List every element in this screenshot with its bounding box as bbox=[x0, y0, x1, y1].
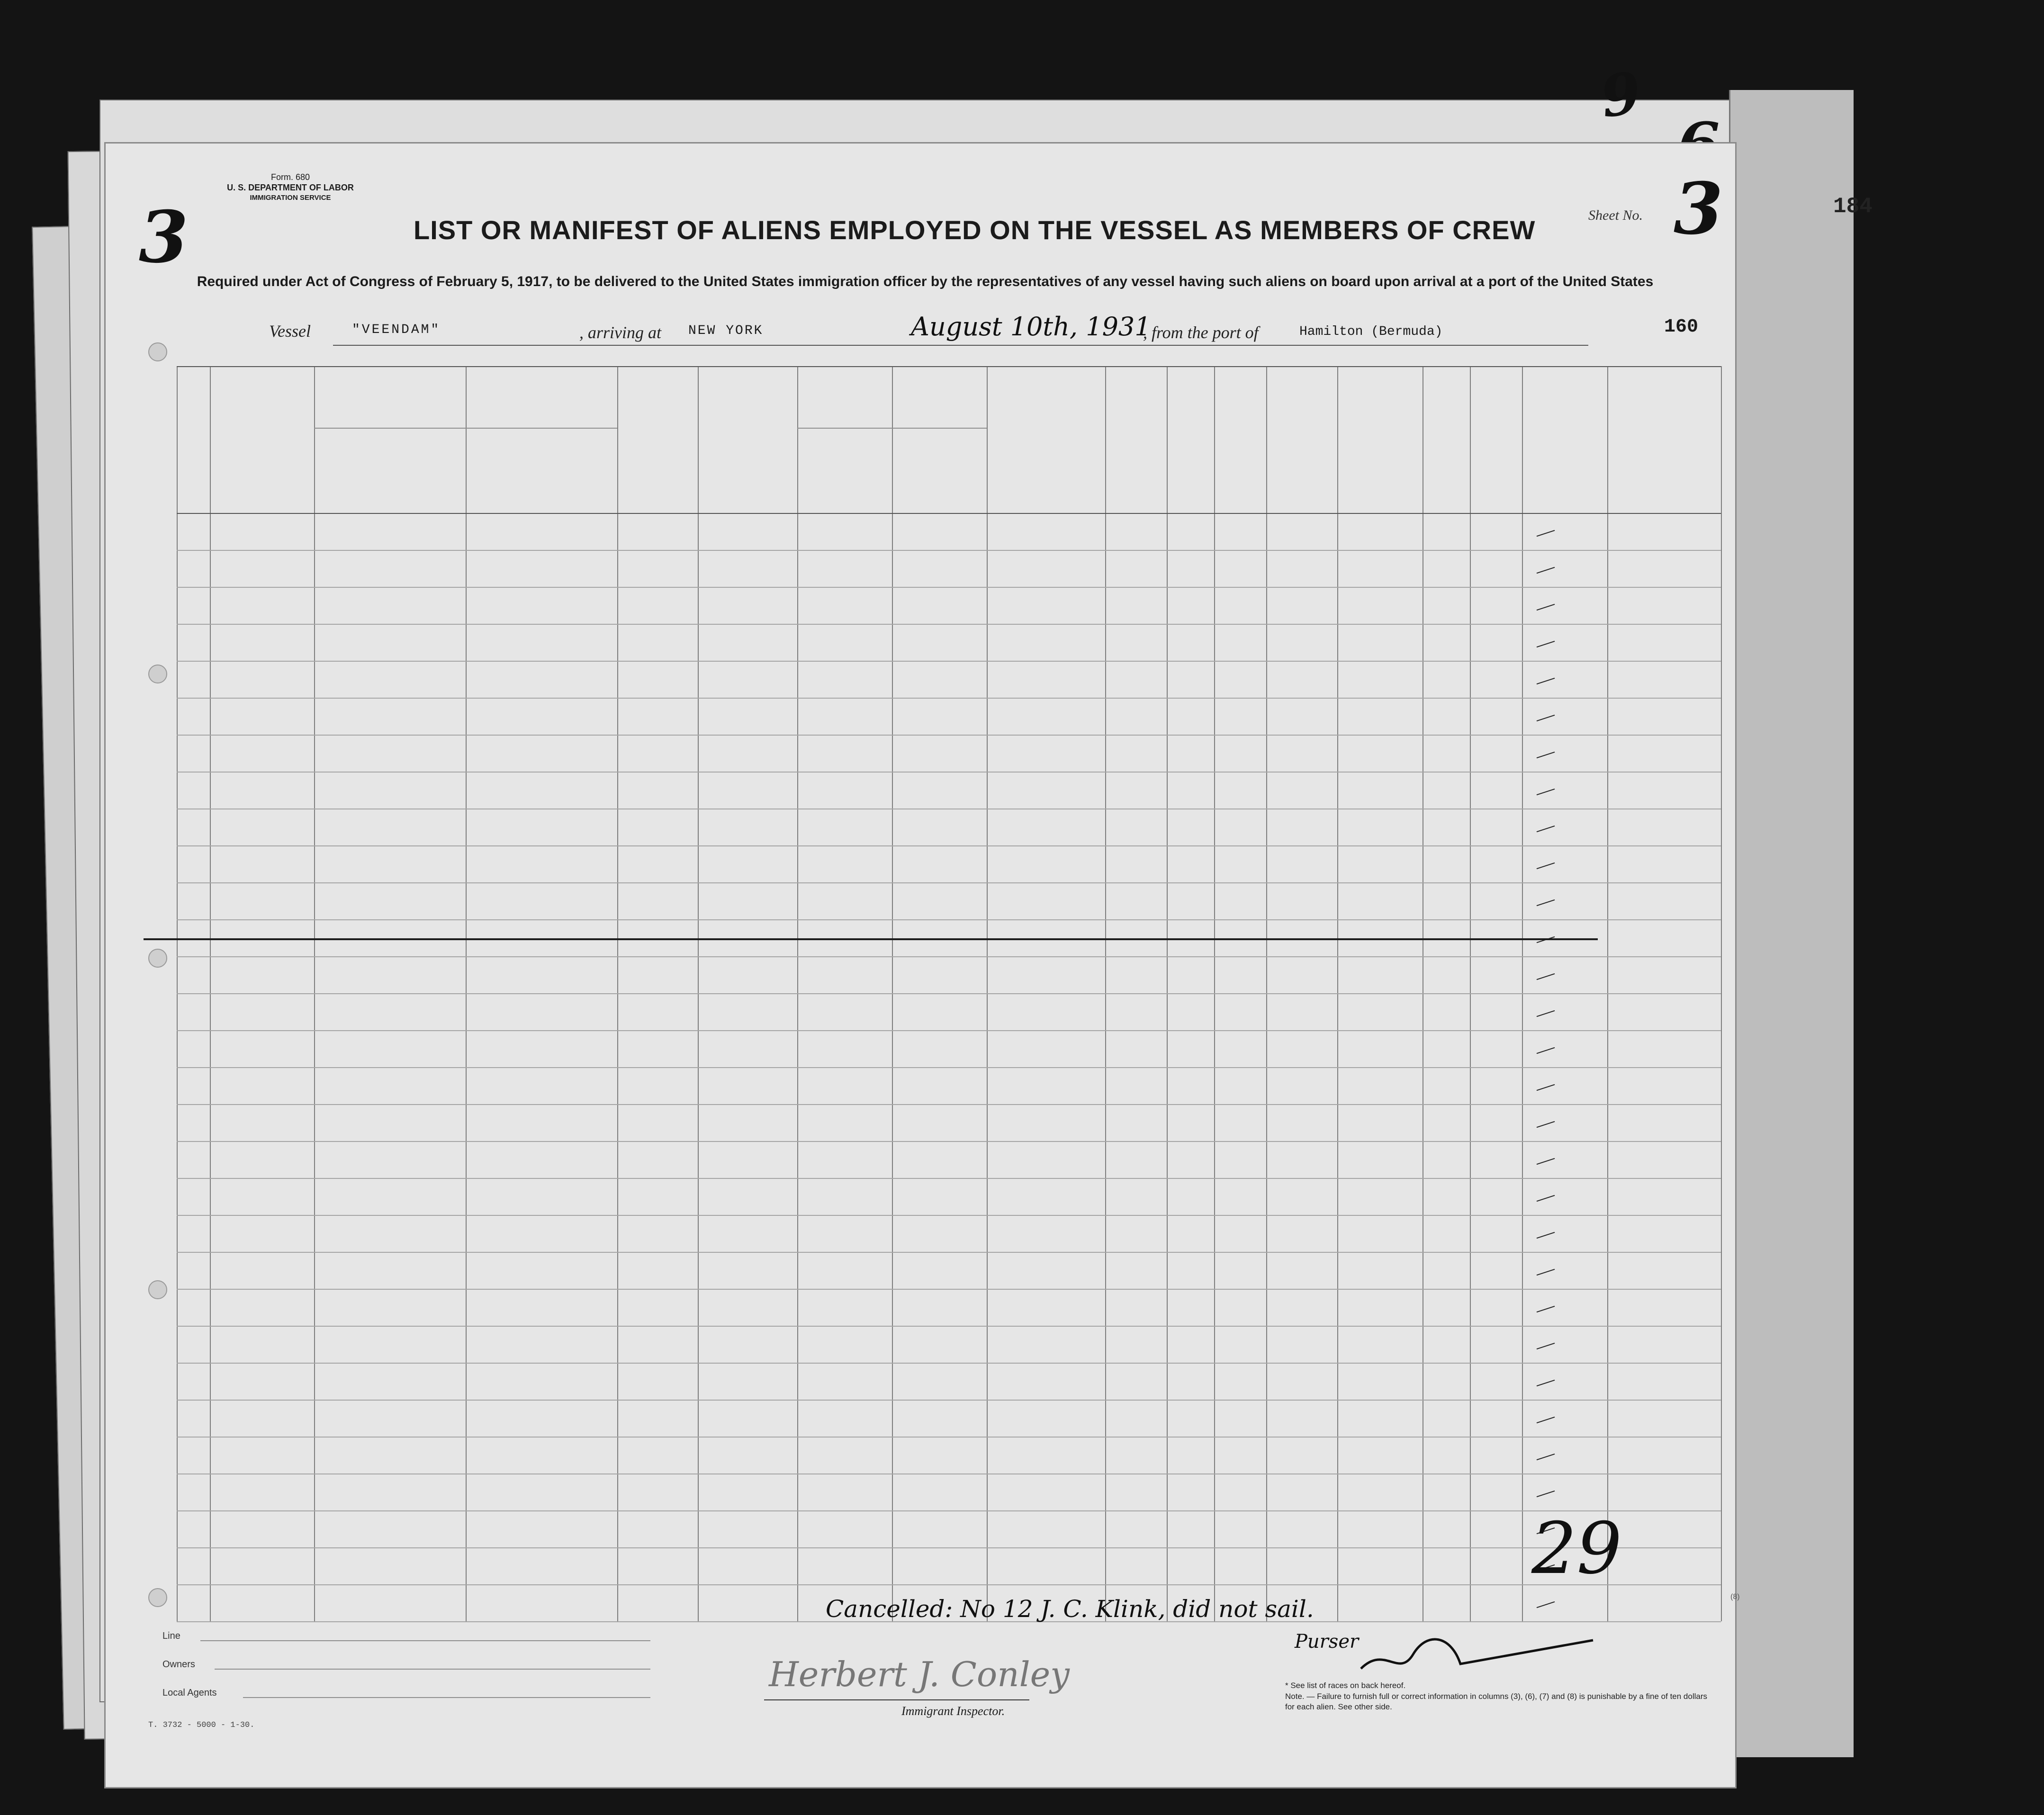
check-mark-icon bbox=[1537, 1158, 1555, 1165]
row-rule bbox=[177, 1252, 1721, 1253]
row-rule bbox=[177, 1547, 1721, 1548]
check-mark-icon bbox=[1537, 715, 1555, 721]
manifest-sheet bbox=[104, 142, 1740, 1788]
row-rule bbox=[177, 1104, 1721, 1105]
check-mark-icon bbox=[1537, 678, 1555, 684]
check-mark-icon bbox=[1537, 530, 1555, 537]
row-rule bbox=[177, 772, 1721, 773]
row-rule bbox=[177, 1437, 1721, 1438]
check-mark-icon bbox=[1537, 567, 1555, 574]
check-mark-icon bbox=[1537, 1195, 1555, 1202]
check-mark-icon bbox=[1537, 1380, 1555, 1386]
check-mark-icon bbox=[1537, 1084, 1555, 1091]
punch-hole bbox=[148, 1280, 167, 1299]
row-rule bbox=[177, 1215, 1721, 1216]
inspector-signature-line bbox=[764, 1699, 1029, 1700]
row-rule bbox=[177, 1178, 1721, 1179]
form-meta-block bbox=[191, 172, 390, 203]
punch-hole bbox=[148, 949, 167, 968]
service-name: IMMIGRATION SERVICE bbox=[250, 194, 331, 202]
check-mark-icon bbox=[1537, 752, 1555, 758]
check-mark-icon bbox=[1537, 1232, 1555, 1239]
row-rule bbox=[177, 1363, 1721, 1364]
check-mark-icon bbox=[1537, 899, 1555, 906]
purser-signature: Purser bbox=[1295, 1631, 1359, 1653]
races-note: * See list of races on back hereof. bbox=[1285, 1681, 1406, 1690]
back-sheet-number-a: 9 bbox=[1596, 59, 1645, 131]
owners-rule bbox=[215, 1669, 650, 1670]
check-mark-icon bbox=[1537, 641, 1555, 647]
check-mark-icon bbox=[1537, 863, 1555, 869]
row-rule bbox=[177, 882, 1721, 883]
check-mark-icon bbox=[1537, 1121, 1555, 1128]
check-mark-icon bbox=[1537, 1343, 1555, 1349]
department-name: U. S. DEPARTMENT OF LABOR bbox=[227, 183, 354, 192]
vessel-label: Vessel bbox=[269, 322, 311, 341]
vessel-line-rule bbox=[333, 345, 1588, 346]
punch-hole bbox=[148, 665, 167, 683]
background-sheet-number: 184 bbox=[1833, 194, 1873, 219]
officer-signature-scribble bbox=[1356, 1626, 1603, 1683]
row-rule bbox=[177, 1141, 1721, 1142]
column-rule bbox=[1721, 366, 1722, 1621]
row-rule bbox=[177, 993, 1721, 994]
cancelled-note: Cancelled: No 12 J. C. Klink, did not sail. bbox=[826, 1595, 1314, 1623]
row-rule bbox=[177, 587, 1721, 588]
check-mark-icon bbox=[1537, 1417, 1555, 1423]
from-port-label: , from the port of bbox=[1143, 323, 1259, 342]
check-mark-icon bbox=[1537, 826, 1555, 832]
row-rule bbox=[177, 1510, 1721, 1511]
row-rule bbox=[177, 550, 1721, 551]
row-rule bbox=[177, 1067, 1721, 1068]
check-mark-icon bbox=[1537, 1601, 1555, 1608]
row-rule bbox=[177, 1289, 1721, 1290]
back-code: (8) bbox=[1730, 1593, 1740, 1601]
form-number: Form. 680 bbox=[270, 172, 310, 182]
print-code: T. 3732 - 5000 - 1-30. bbox=[148, 1721, 255, 1730]
arrival-date: August 10th, 1931 bbox=[911, 312, 1151, 341]
table-header-rule bbox=[177, 513, 1721, 514]
shipped-group-rule bbox=[797, 428, 987, 429]
vessel-name: "VEENDAM" bbox=[352, 323, 441, 337]
table-top-rule bbox=[177, 366, 1721, 367]
inspector-signature: Herbert J. Conley bbox=[769, 1654, 1070, 1694]
row-rule bbox=[177, 624, 1721, 625]
row-rule bbox=[177, 919, 1721, 920]
row-rule bbox=[177, 1400, 1721, 1401]
owners-label: Owners bbox=[162, 1659, 195, 1670]
row-rule bbox=[177, 1584, 1721, 1585]
stamp-number: 160 bbox=[1664, 316, 1699, 338]
check-mark-icon bbox=[1537, 1454, 1555, 1460]
sheet-number: 3 bbox=[1674, 167, 1723, 251]
page-subtitle: Required under Act of Congress of February 5, 1917, to be delivered to the United States immigration officer by the representatives of any vessel having such aliens on board upon arrival at a port of the United States bbox=[197, 274, 1654, 289]
cancelled-row-strikethrough bbox=[144, 938, 1598, 940]
check-mark-icon bbox=[1537, 789, 1555, 795]
row-rule bbox=[177, 956, 1721, 957]
inspector-title: Immigrant Inspector. bbox=[901, 1704, 1005, 1718]
punch-hole bbox=[148, 342, 167, 361]
check-mark-icon bbox=[1537, 1491, 1555, 1497]
check-mark-icon bbox=[1537, 1269, 1555, 1276]
penalty-note: Note. — Failure to furnish full or correct information in columns (3), (6), (7) and (8) is punishable by a fine of ten dollars for each alien. See other side. bbox=[1285, 1692, 1707, 1711]
row-rule bbox=[177, 698, 1721, 699]
row-rule bbox=[177, 1030, 1721, 1031]
sheet-number-label: Sheet No. bbox=[1588, 207, 1643, 223]
row-rule bbox=[177, 661, 1721, 662]
punch-hole bbox=[148, 1588, 167, 1607]
check-mark-icon bbox=[1537, 1306, 1555, 1312]
check-mark-icon bbox=[1537, 604, 1555, 611]
background-index-card bbox=[1729, 90, 1854, 1757]
row-rule bbox=[177, 845, 1721, 846]
line-rule bbox=[200, 1640, 650, 1641]
local-agents-label: Local Agents bbox=[162, 1688, 217, 1698]
arriving-label: , arriving at bbox=[579, 323, 662, 342]
total-count: 29 bbox=[1531, 1508, 1622, 1590]
page-title: LIST OR MANIFEST OF ALIENS EMPLOYED ON THE VESSEL AS MEMBERS OF CREW bbox=[414, 215, 1536, 245]
line-label: Line bbox=[162, 1631, 180, 1641]
check-mark-icon bbox=[1537, 1010, 1555, 1017]
name-group-rule bbox=[314, 428, 617, 429]
check-mark-icon bbox=[1537, 973, 1555, 980]
from-port: Hamilton (Bermuda) bbox=[1299, 324, 1443, 339]
arriving-port: NEW YORK bbox=[688, 323, 764, 338]
left-sheet-number: 3 bbox=[139, 196, 189, 279]
check-mark-icon bbox=[1537, 1047, 1555, 1054]
row-rule bbox=[177, 1326, 1721, 1327]
local-agents-rule bbox=[243, 1697, 650, 1698]
row-rule bbox=[177, 735, 1721, 736]
